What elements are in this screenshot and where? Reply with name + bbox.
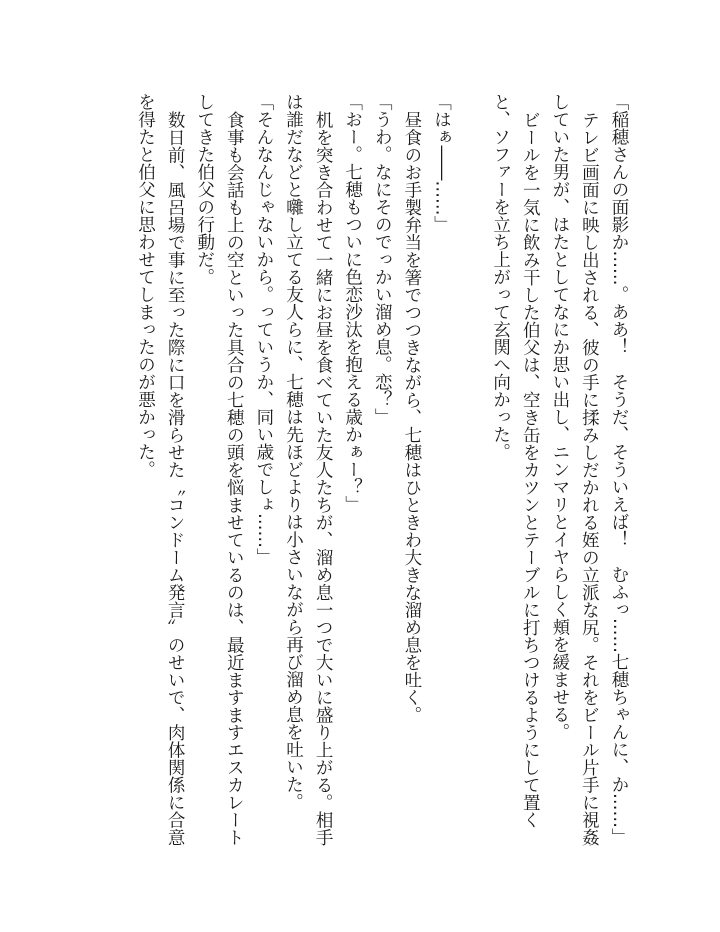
paragraph-lunch: 昼食のお手製弁当を箸でつつきながら、七穂はひときわ大きな溜め息を吐く。 xyxy=(401,110,422,723)
paragraph-nanaho-worry: 食事も会話も上の空といった具合の七穂の頭を悩ませているのは、最近ますますエスカレートしてきた伯父の行動だ。 xyxy=(194,93,245,846)
paragraph-uncle-leaves: ビールを一気に飲み干した伯父は、空き缶をカツンとテーブルに打ちつけるようにして置くと、ソファーを立ち上がって玄関へ向かった。 xyxy=(490,93,541,828)
vertical-text-body xyxy=(130,93,633,848)
paragraph-friend-dialogue-1: 「うわ。なにそのでっかい溜め息。恋？」 xyxy=(372,93,393,426)
paragraph-tv-scene: テレビ画面に映し出される、彼の手に揉みしだかれる姪の立派な尻。それをビール片手に視姦していた男が、はたとしてなにか思い出し、ニンマリとイヤらしく頬を緩ませる。 xyxy=(549,93,600,846)
paragraph-dialogue-uncle: 「稲穂さんの面影か……。ああ！ そうだ、そういえば！ むふっ……七穂ちゃんに、か……」 xyxy=(609,93,629,846)
paragraph-friends-excited: 机を突き合わせて一緒にお昼を食べていた友人たちが、溜め息一つで大いに盛り上がる。相手は誰だなどと囃し立てる友人らに、七穂は先ほどよりは小さいながら再び溜め息を吐いた。 xyxy=(283,93,334,846)
scene-break xyxy=(455,93,485,848)
paragraph-sigh: 「はぁ――……」 xyxy=(431,93,452,233)
paragraph-friend-dialogue-2: 「おー。七穂もついに色恋沙汰を抱える歳かぁー？」 xyxy=(342,93,363,513)
paragraph-days-ago: 数日前、風呂場で事に至った際に口を滑らせた〝コンドーム発言〟のせいで、肉体関係に合意を得たと伯父に思わせてしまったのが悪かった。 xyxy=(135,93,186,846)
paragraph-nanaho-reply: 「そんなんじゃないから。っていうか、同い歳でしょ……」 xyxy=(253,93,274,566)
